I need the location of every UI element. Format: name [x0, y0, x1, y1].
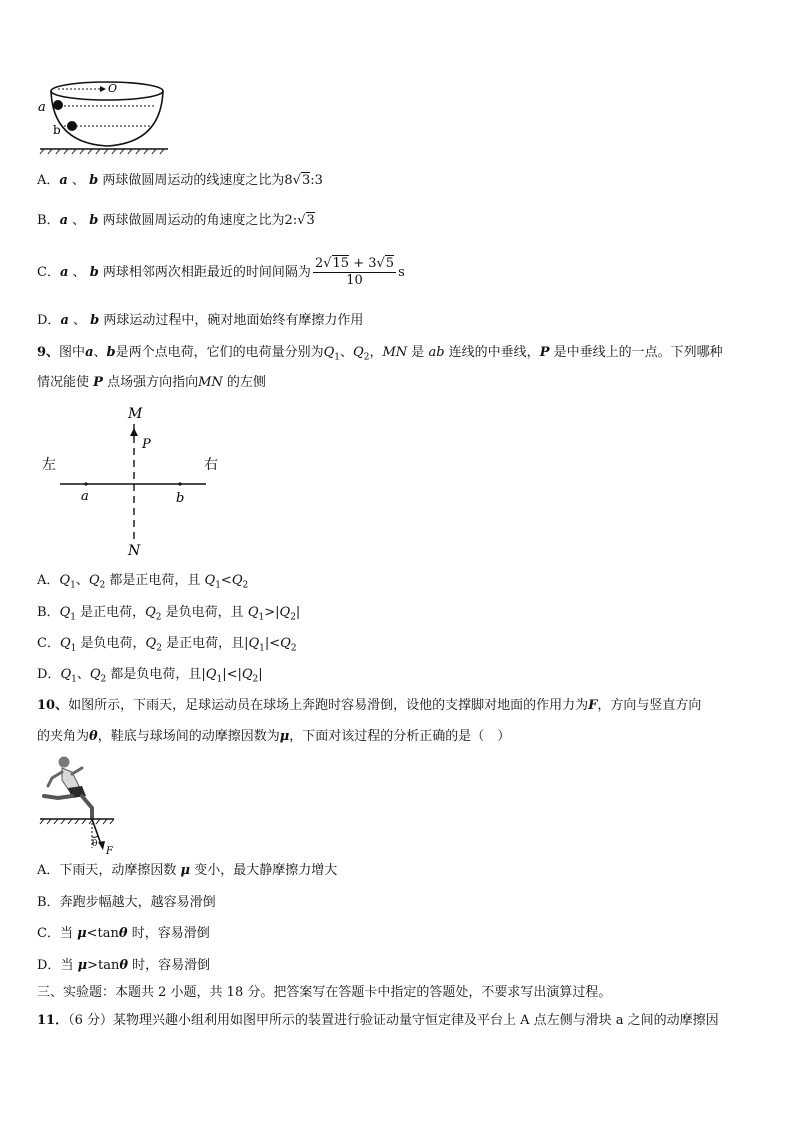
q8-option-d: D．a 、 b 两球运动过程中，碗对地面始终有摩擦力作用 — [37, 313, 364, 328]
label-left: 左 — [42, 457, 56, 473]
q9-stem-line1: 9、图中a、b是两个点电荷，它们的电荷量分别为$Q_1$、$Q_2$，MN 是 ab 连线的中垂线，P 是中垂线上的一点。下列哪种 — [37, 345, 723, 363]
angle-arc — [92, 836, 98, 837]
runner-figure — [36, 752, 126, 858]
q11-stem: 11．（6 分）某物理兴趣小组利用如图甲所示的装置进行验证动量守恒定律及平台上 A 点左侧与滑块 a 之间的动摩擦因 — [37, 1013, 719, 1028]
q9-option-d: D．$Q_1$、$Q_2$ 都是负电荷，且$|Q_1|<|Q_2|$ — [37, 667, 263, 685]
q10-option-a: A．下雨天，动摩擦因数 μ 变小，最大静摩擦力增大 — [37, 863, 338, 878]
q8-option-c: C．a 、 b 两球相邻两次相距最近的时间间隔为 $\frac{2√15 + 3√5}{10}$ s — [37, 256, 405, 288]
charge-a-dot — [84, 482, 87, 485]
charges-figure — [38, 402, 228, 562]
runner-leg-front — [82, 796, 92, 818]
q9-option-a: A．$Q_1$、$Q_2$ 都是正电荷，且 $Q_1<Q_2$ — [37, 573, 249, 591]
q8-option-a: A．a 、 b 两球做圆周运动的线速度之比为8√3:3 — [37, 173, 323, 188]
ball-b — [67, 121, 77, 131]
label-a: a — [81, 489, 89, 504]
force-f-arrowhead — [98, 841, 105, 850]
runner-leg-back — [44, 796, 72, 798]
q8-option-b: B．a 、 b 两球做圆周运动的角速度之比为2:√3 — [37, 213, 315, 228]
q10-option-b: B．奔跑步幅越大，越容易滑倒 — [37, 895, 216, 910]
up-arrowhead — [130, 428, 138, 436]
label-f: F — [106, 846, 113, 857]
charge-b-dot — [178, 482, 181, 485]
runner-arm-front — [72, 768, 82, 774]
q10-option-d: D．当 μ>tanθ 时，容易滑倒 — [37, 958, 211, 973]
label-theta: θ — [92, 839, 98, 849]
label-o: O — [108, 82, 118, 95]
q10-stem-line2: 的夹角为θ，鞋底与球场间的动摩擦因数为μ，下面对该过程的分析正确的是（ ） — [37, 729, 511, 744]
label-a: a — [38, 100, 46, 115]
q10-stem-line1: 10、如图所示，下雨天，足球运动员在球场上奔跑时容易滑倒，设他的支撑脚对地面的作用力为F，方向与竖直方向 — [37, 698, 702, 713]
label-m: M — [128, 406, 143, 422]
runner-arm-back — [48, 772, 62, 786]
interval-fraction: $\frac{2√15 + 3√5}{10}$ — [314, 256, 395, 288]
label-b: b — [176, 491, 185, 506]
axis-arrowhead — [100, 86, 106, 92]
q9-stem-line2: 情况能使 P 点场强方向指向MN 的左侧 — [37, 375, 266, 390]
section-3-heading: 三、实验题：本题共 2 小题，共 18 分。把答案写在答题卡中指定的答题处，不要求写出演算过程。 — [37, 985, 612, 1000]
label-p: P — [142, 437, 151, 452]
label-right: 右 — [204, 457, 218, 473]
bowl-rim — [51, 82, 163, 100]
label-b: b — [53, 123, 61, 137]
q9-option-b: B．$Q_1$ 是正电荷，$Q_2$ 是负电荷，且 $Q_1>|Q_2|$ — [37, 605, 301, 623]
label-n: N — [128, 543, 141, 559]
runner-head — [59, 757, 70, 768]
q10-option-c: C．当 μ<tanθ 时，容易滑倒 — [37, 926, 210, 941]
q9-option-c: C．$Q_1$ 是负电荷，$Q_2$ 是正电荷，且$|Q_1|<Q_2$ — [37, 636, 297, 654]
ball-a — [53, 100, 63, 110]
bowl-figure — [34, 75, 174, 155]
